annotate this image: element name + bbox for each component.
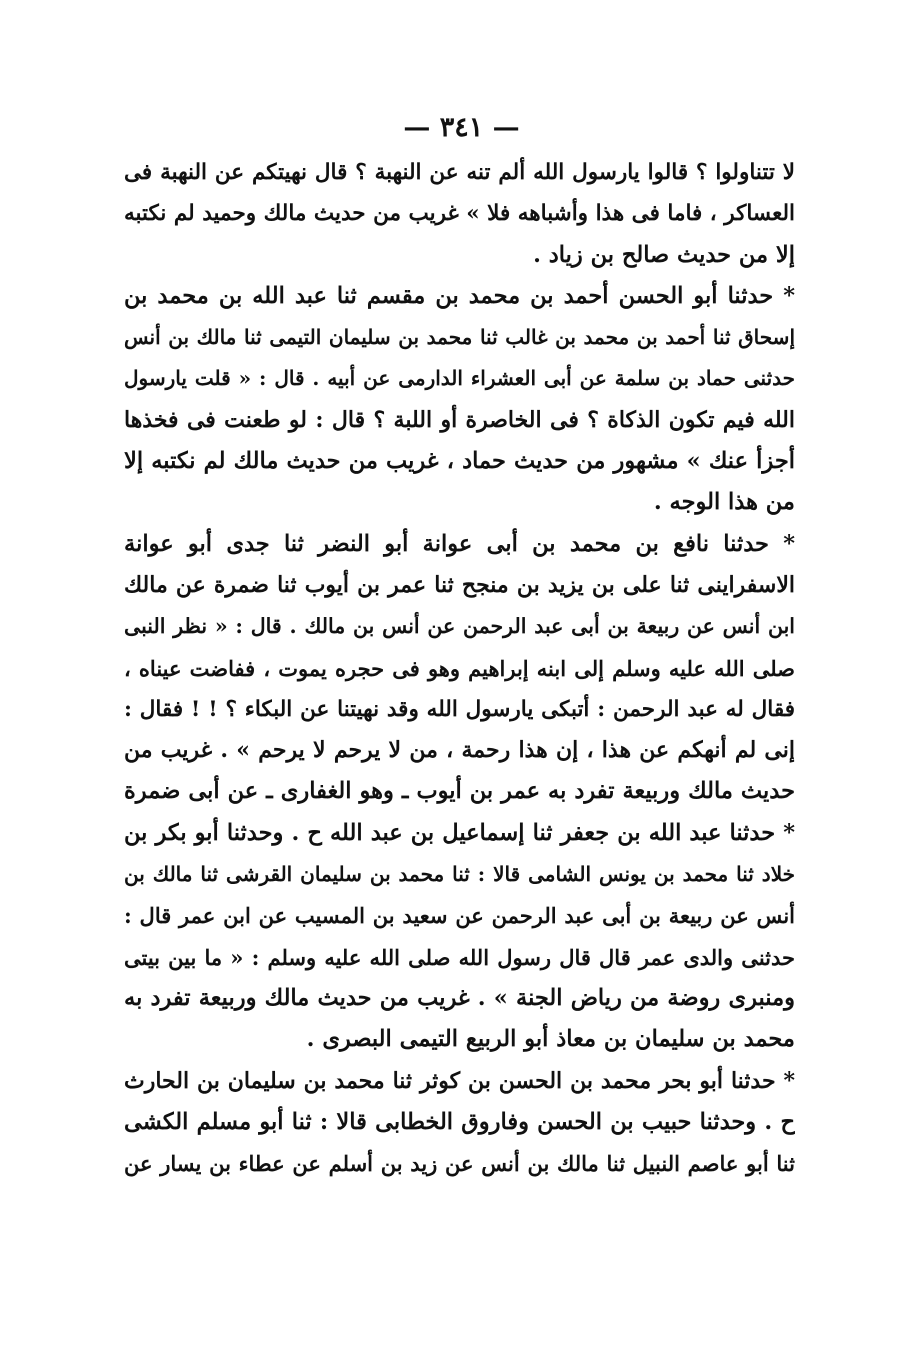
text-line: ثنا أبو عاصم النبيل ثنا مالك بن أنس عن زيد بن أسلم عن عطاء بن يسار عن (124, 1151, 795, 1177)
text-line: * حدثنا نافع بن محمد بن أبى عوانة أبو النضر ثنا جدى أبو عوانة (124, 530, 795, 557)
text-line: الاسفراينى ثنا على بن يزيد بن منجح ثنا عمر بن أيوب ثنا ضمرة عن مالك (124, 571, 795, 598)
text-line: من هذا الوجه . (653, 489, 795, 516)
text-line: صلى الله عليه وسلم إلى ابنه إبراهيم وهو فى حجره يموت ، ففاضت عيناه ، (124, 655, 795, 681)
text-line: ابن أنس عن ربيعة بن أبى عبد الرحمن عن أنس بن مالك . قال : « نظر النبى (124, 614, 795, 639)
text-line: الله فيم تكون الذكاة ؟ فى الخاصرة أو اللبة ؟ قال : لو طعنت فى فخذها (124, 406, 795, 433)
text-line: * حدثنا عبد الله بن جعفر ثنا إسماعيل بن عبد الله ح . وحدثنا أبو بكر بن (124, 819, 795, 846)
text-line: * حدثنا أبو الحسن أحمد بن محمد بن مقسم ثنا عبد الله بن محمد بن (124, 282, 795, 309)
text-line: أنس عن ربيعة بن أبى عبد الرحمن عن سعيد بن المسيب عن ابن عمر قال : (124, 903, 795, 929)
text-line: إنى لم أنهكم عن هذا ، إن هذا رحمة ، من لا يرحم لا يرحم » . غريب من (124, 737, 795, 764)
text-line: حديث مالك وربيعة تفرد به عمر بن أيوب ـ وهو الغفارى ـ عن أبى ضمرة (124, 778, 795, 805)
text-line: حدثنى حماد بن سلمة عن أبى العشراء الدارمى عن أبيه . قال : « قلت يارسول (124, 366, 795, 391)
text-line: لا تتناولوا ؟ قالوا يارسول الله ألم تنه عن النهبة ؟ قال نهيتكم عن النهبة فى (124, 160, 795, 185)
text-line: خلاد ثنا محمد بن يونس الشامى قالا : ثنا محمد بن سليمان القرشى ثنا مالك بن (124, 862, 795, 887)
text-line: إسحاق ثنا أحمد بن محمد بن غالب ثنا محمد بن سليمان التيمى ثنا مالك بن أنس (124, 325, 795, 350)
text-line: حدثنى والدى عمر قال قال رسول الله صلى الله عليه وسلم : « ما بين بيتى (124, 944, 795, 970)
text-line: فقال له عبد الرحمن : أتبكى يارسول الله وقد نهيتنا عن البكاء ؟ ! ! فقال : (124, 696, 795, 722)
text-line: أجزأ عنك » مشهور من حديث حماد ، غريب من حديث مالك لم نكتبه إلا (124, 448, 795, 475)
text-line: العساكر ، فاما فى هذا وأشباهه فلا » غريب من حديث مالك وحميد لم نكتبه (124, 201, 795, 227)
text-line: إلا من حديث صالح بن زياد . (533, 241, 795, 268)
page-number: — ٣٤١ — (403, 112, 520, 143)
text-line: ح . وحدثنا حبيب بن الحسن وفاروق الخطابى قالا : ثنا أبو مسلم الكشى (124, 1108, 795, 1135)
text-line: * حدثنا أبو بحر محمد بن الحسن بن كوثر ثنا محمد بن سليمان بن الحارث (124, 1067, 795, 1094)
text-line: محمد بن سليمان بن معاذ أبو الربيع التيمى البصرى . (306, 1026, 795, 1053)
page-body (124, 152, 795, 1184)
text-line: ومنبرى روضة من رياض الجنة » . غريب من حديث مالك وربيعة تفرد به (124, 984, 795, 1011)
